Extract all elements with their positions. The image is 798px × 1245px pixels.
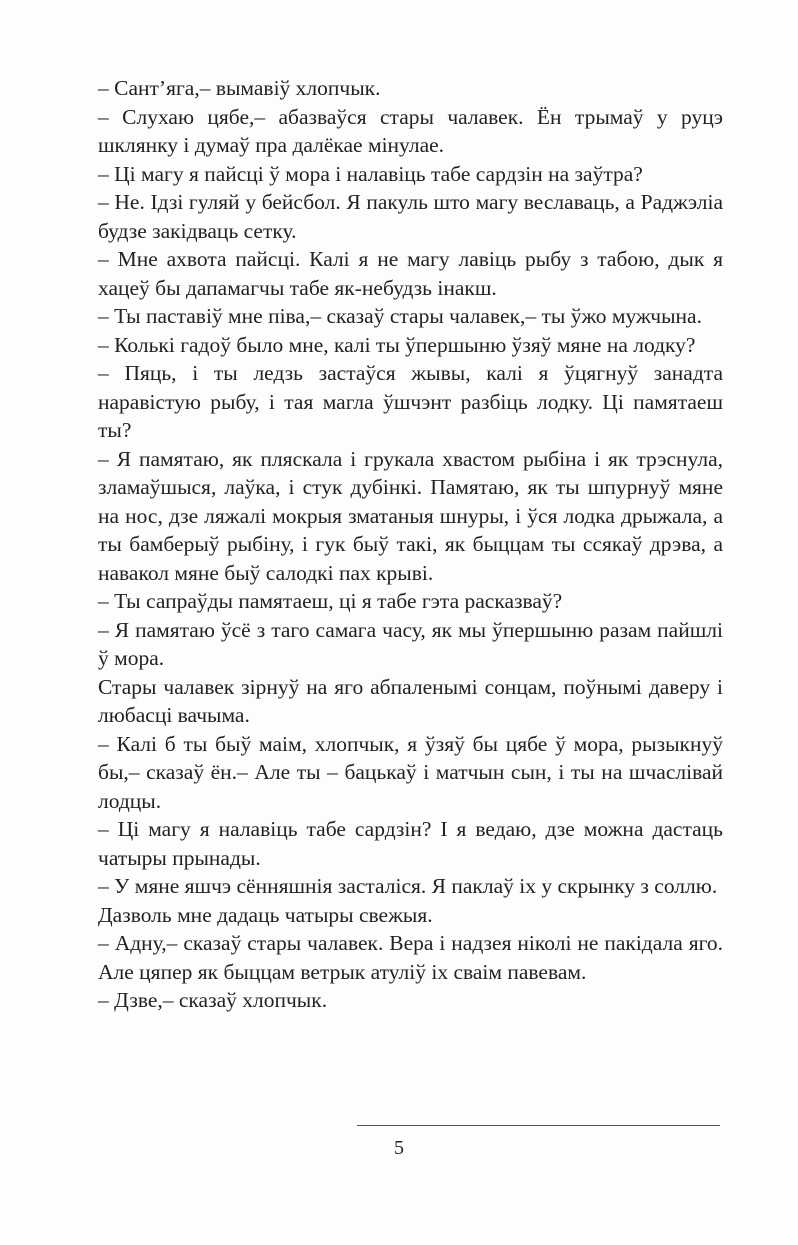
paragraph: – Колькі гадоў было мне, калі ты ўпершыню ўзяў мяне на лодку? (98, 332, 696, 357)
paragraph: – У мяне яшчэ сённяшнія засталіся. Я паклаў іх у скрынку з соллю. (98, 874, 718, 898)
paragraph: Дазволь мне дадаць чатыры свежыя. (98, 902, 433, 927)
paragraph: – Ты сапраўды памятаеш, ці я табе гэта расказваў? (98, 589, 563, 613)
paragraph: – Ты паставіў мне піва,– сказаў стары чалавек,– ты ўжо мужчына. (98, 304, 702, 328)
paragraph: – Ці магу я пайсці ў мора і налавіць табе сардзін на заўтра? (98, 161, 643, 186)
page-number: 5 (394, 1137, 404, 1159)
paragraph: Стары чалавек зірнуў на яго абпаленымі сонцам, поўнымі даверу і любасці вачыма. (98, 674, 723, 727)
paragraph: – Мне ахвота пайсці. Калі я не магу лавіць рыбу з табою, дык я хацеў бы дапамагчы табе як-небудзь інакш. (98, 247, 723, 300)
footer-rule (357, 1125, 720, 1126)
paragraph: – Калі б ты быў маім, хлопчык, я ўзяў бы цябе ў мора, рызыкнуў бы,– сказаў ён.– Але ты – бацькаў і матчын сын, і ты на шчаслівай лодцы. (98, 731, 723, 813)
paragraph: – Не. Ідзі гуляй у бейсбол. Я пакуль што магу веславаць, а Раджэліа будзе закідваць сетку. (98, 190, 723, 243)
text-block (98, 74, 723, 1015)
paragraph: – Пяць, і ты ледзь застаўся жывы, калі я ўцягнуў занадта наравістую рыбу, і тая магла ўшчэнт разбіць лодку. Ці памятаеш ты? (98, 361, 723, 442)
paragraph: – Ці магу я налавіць табе сардзін? І я ведаю, дзе можна дастаць чатыры прынады. (98, 817, 723, 870)
paragraph: – Я памятаю ўсё з таго самага часу, як мы ўпершыню разам пайшлі ў мора. (98, 617, 723, 670)
paragraph: – Сант’яга,– вымавіў хлопчык. (98, 76, 381, 100)
paragraph: – Слухаю цябе,– абазваўся стары чалавек. Ён трымаў у руцэ шклянку і думаў пра далёкае мінулае. (98, 104, 723, 157)
paragraph: – Адну,– сказаў стары чалавек. Вера і надзея ніколі не пакідала яго. Але цяпер як быццам ветрык атуліў іх сваім павевам. (98, 931, 723, 984)
paragraph: – Дзве,– сказаў хлопчык. (98, 988, 328, 1012)
paragraph: – Я памятаю, як пляскала і грукала хвастом рыбіна і як трэснула, зламаўшыся, лаўка, і стук дубінкі. Памятаю, як ты шпурнуў мяне на нос, дзе ляжалі мокрыя зматаныя шнуры, і ўся лодка дрыжала, а ты бамберыў рыбіну, і гук быў такі, як быццам ты ссякаў дрэва, а навакол мяне быў салодкі пах крыві. (98, 446, 723, 585)
